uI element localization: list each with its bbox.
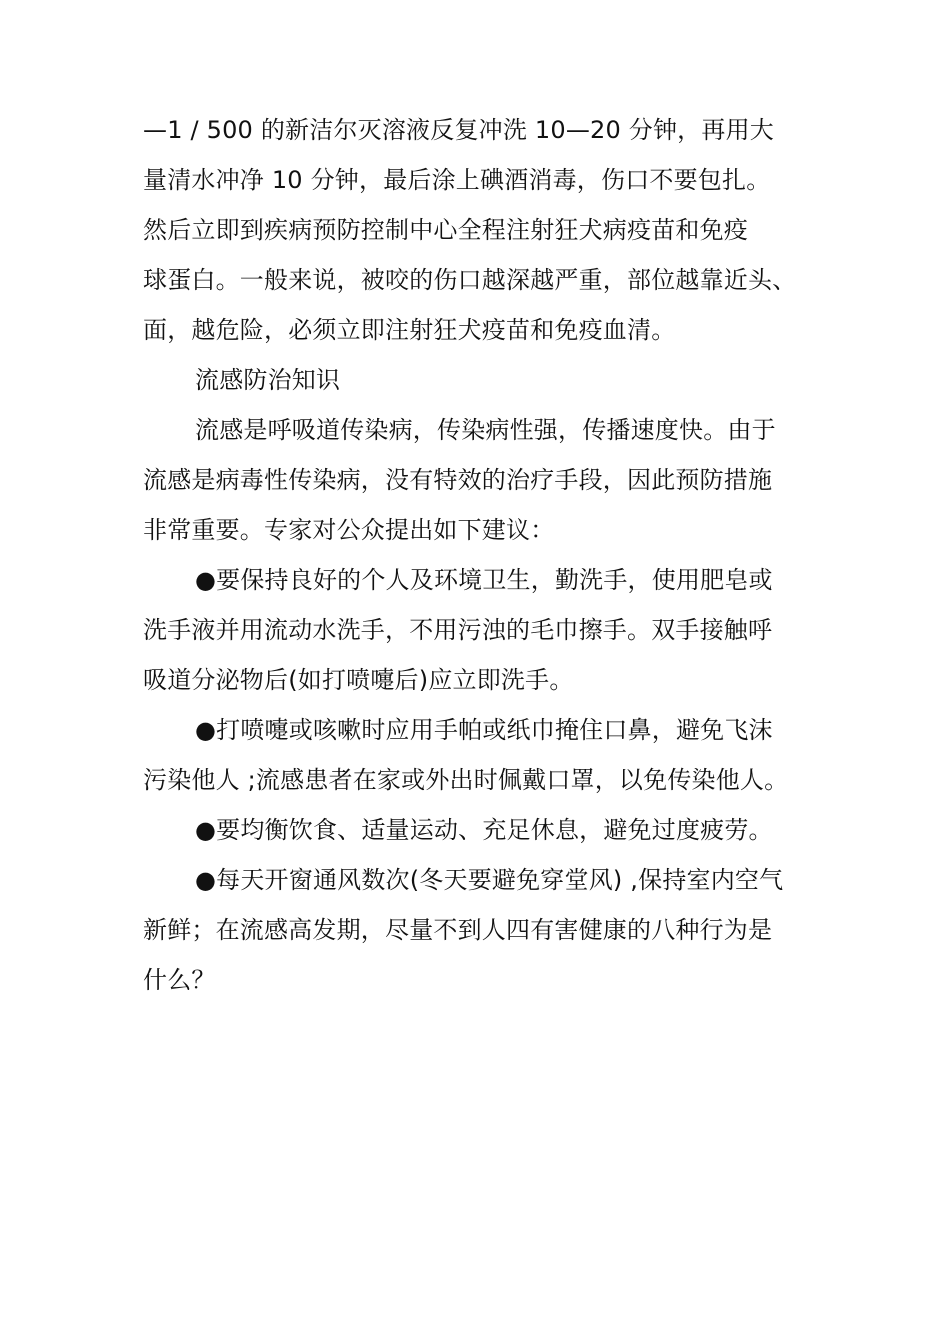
text-line: 流感是病毒性传染病，没有特效的治疗手段，因此预防措施: [143, 466, 773, 494]
text-line: 新鲜；在流感高发期，尽量不到人四有害健康的八种行为是: [143, 916, 773, 944]
text-line: 污染他人 ;流感患者在家或外出时佩戴口罩，以免传染他人。: [143, 766, 789, 794]
bullet-line: ●要保持良好的个人及环境卫生，勤洗手，使用肥皂或: [195, 566, 773, 594]
bullet-line: ●每天开窗通风数次(冬天要避免穿堂风) ,保持室内空气: [195, 866, 784, 894]
text-line: 什么？: [143, 966, 216, 994]
document-body: [143, 105, 815, 1005]
text-line: 球蛋白。一般来说，被咬的伤口越深越严重，部位越靠近头、: [143, 266, 797, 294]
text-line: 非常重要。专家对公众提出如下建议：: [143, 516, 555, 544]
bullet-line: ●要均衡饮食、适量运动、充足休息，避免过度疲劳。: [195, 816, 773, 844]
text-line: 吸道分泌物后(如打喷嚏后)应立即洗手。: [143, 666, 574, 694]
text-line: 面，越危险，必须立即注射狂犬疫苗和免疫血清。: [143, 316, 676, 344]
text-line: 洗手液并用流动水洗手，不用污浊的毛巾擦手。双手接触呼: [143, 616, 773, 644]
text-line: 流感是呼吸道传染病，传染病性强，传播速度快。由于: [195, 416, 776, 444]
section-heading: 流感防治知识: [195, 366, 341, 394]
text-line: 量清水冲净 10 分钟，最后涂上碘酒消毒，伤口不要包扎。: [143, 166, 771, 194]
text-line: —1 / 500 的新洁尔灭溶液反复冲洗 10—20 分钟，再用大: [143, 116, 774, 144]
bullet-line: ●打喷嚏或咳嗽时应用手帕或纸巾掩住口鼻，避免飞沫: [195, 716, 773, 744]
text-line: 然后立即到疾病预防控制中心全程注射狂犬病疫苗和免疫: [143, 216, 748, 244]
